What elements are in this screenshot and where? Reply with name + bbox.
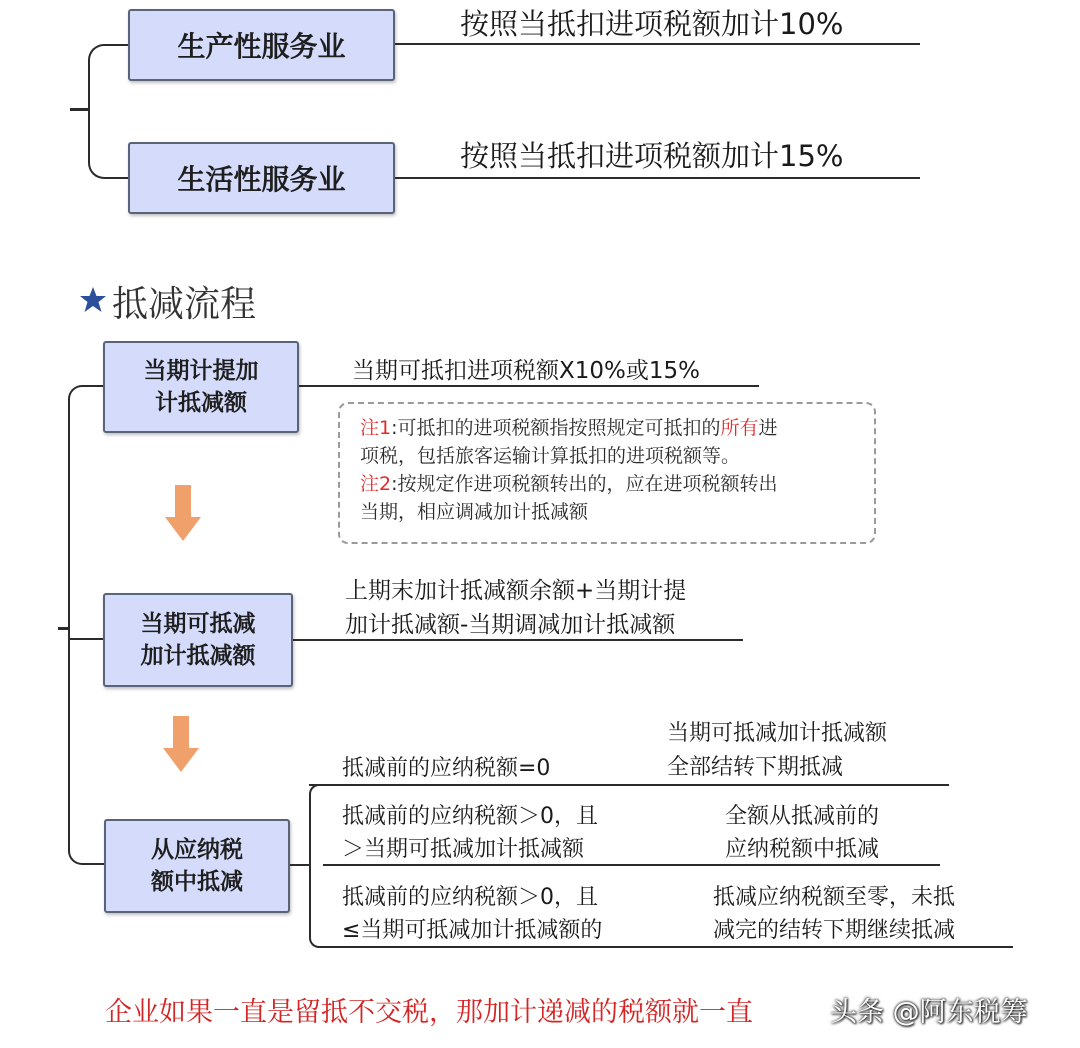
note-prefix: 注1	[360, 417, 392, 439]
case-result: 抵减应纳税额至零，未抵	[713, 885, 956, 910]
note-text: :可抵扣的进项税额指按照规定可抵扣的	[391, 417, 721, 439]
node-desc: 按照当抵扣进项税额加计10%	[460, 7, 844, 41]
node-label: 生产性服务业	[177, 30, 346, 63]
note-box	[338, 402, 876, 544]
case-condition: ≤当期可抵减加计抵减额的	[342, 918, 603, 943]
note-highlight: 所有	[720, 417, 759, 439]
underline	[323, 946, 1013, 948]
underline	[299, 385, 759, 387]
case-result: 当期可抵减加计抵减额	[667, 721, 888, 746]
step-label: 当期计提加	[143, 358, 259, 384]
case-condition: 抵减前的应纳税额=0	[342, 756, 551, 781]
step1-box	[103, 341, 299, 433]
connector	[58, 627, 70, 630]
connector	[70, 108, 90, 111]
underline	[323, 864, 940, 866]
step2-formula: 上期末加计抵减额余额+当期计提	[345, 578, 687, 604]
node-label: 生活性服务业	[177, 163, 346, 196]
footer-message: 企业如果一直是留抵不交税，那加计递减的税额就一直	[105, 997, 753, 1028]
underline	[395, 177, 920, 179]
step1-formula: 当期可抵扣进项税额X10%或15%	[352, 358, 700, 384]
note-text: :按规定作进项税额转出的，应在进项税额转出	[391, 473, 778, 495]
flow-bracket	[68, 385, 108, 865]
connector	[290, 864, 310, 866]
node-life-service	[128, 142, 395, 214]
case-result: 应纳税额中抵减	[725, 837, 880, 862]
step-label: 计抵减额	[155, 390, 247, 416]
note-text: 项税，包括旅客运输计算抵扣的进项税额等。	[360, 445, 741, 467]
down-arrow-icon	[163, 716, 199, 772]
node-desc: 按照当抵扣进项税额加计15%	[460, 139, 844, 173]
case-condition: 抵减前的应纳税额＞0，且	[342, 885, 598, 910]
note-prefix: 注2	[360, 473, 392, 495]
note-text: 当期，相应调减加计抵减额	[360, 501, 589, 523]
step2-formula: 加计抵减额-当期调减加计抵减额	[345, 612, 676, 638]
star-icon	[78, 286, 108, 316]
underline	[293, 639, 743, 641]
step-label: 额中抵减	[151, 869, 243, 895]
case-result: 全额从抵减前的	[725, 804, 880, 829]
connector	[68, 638, 104, 640]
underline	[309, 784, 949, 786]
step-label: 加计抵减额	[140, 643, 256, 669]
underline	[395, 43, 920, 45]
case-bracket	[309, 784, 323, 948]
watermark: 头条 @阿东税筹	[830, 997, 1028, 1028]
down-arrow-icon	[165, 485, 201, 541]
bracket	[88, 44, 130, 179]
step2-box	[103, 593, 293, 687]
case-result: 全部结转下期抵减	[667, 755, 844, 780]
case-condition: 抵减前的应纳税额＞0，且	[342, 804, 598, 829]
note-text: 进	[758, 417, 778, 439]
section-title: 抵减流程	[112, 284, 257, 325]
step-label: 从应纳税	[151, 837, 243, 863]
step-label: 当期可抵减	[140, 611, 256, 637]
case-condition: ＞当期可抵减加计抵减额	[342, 837, 585, 862]
node-productive-service	[128, 9, 395, 81]
step3-box	[104, 819, 290, 913]
case-result: 减完的结转下期继续抵减	[713, 918, 956, 943]
